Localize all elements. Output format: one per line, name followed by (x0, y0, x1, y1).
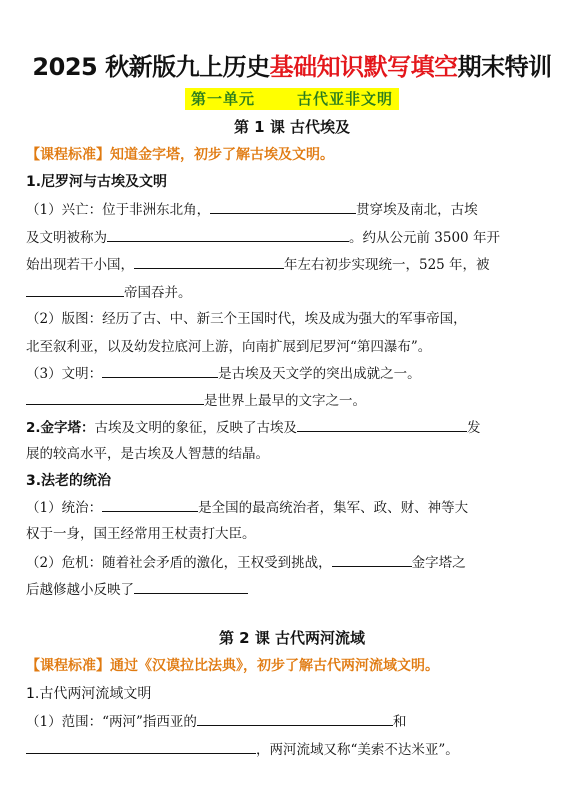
lesson-1-s1-line-1 (26, 199, 478, 220)
text-segment: 。约从公元前 3500 年开 (349, 230, 500, 246)
lesson-1-s1-line-7 (26, 363, 421, 384)
lesson-1-standard: 【课程标准】知道金字塔，初步了解古埃及文明。 (26, 147, 334, 163)
lesson-1-s2-line-2: 展的较高水平，是古埃及人智慧的结晶。 (26, 446, 269, 462)
fill-blank[interactable] (134, 254, 284, 269)
lesson-1-title: 第 1 课 古代埃及 (233, 118, 351, 136)
fill-blank[interactable] (26, 282, 124, 297)
lesson-2-section-1-heading: 1.古代两河流域文明 (26, 686, 152, 702)
text-segment: （1）兴亡：位于非洲东北角， (26, 202, 211, 218)
fill-blank[interactable] (197, 711, 393, 726)
text-segment: 金字塔之 (411, 555, 466, 571)
lesson-1-s3-line-3 (26, 552, 466, 573)
text-segment: ，两河流域又称“美索不达米亚”。 (256, 742, 459, 758)
text-segment: 贯穿埃及南北，古埃 (356, 202, 478, 218)
text-segment: 是世界上最早的文字之一。 (204, 393, 366, 409)
unit-banner (0, 88, 584, 110)
lesson-1-s3-line-4 (26, 579, 248, 600)
fill-blank[interactable] (210, 199, 356, 214)
text-segment: 是古埃及天文学的突出成就之一。 (218, 366, 421, 382)
lesson-1-section-2 (26, 417, 481, 438)
lesson-1-s1-line-6: 北至叙利亚，以及幼发拉底河上游，向南扩展到尼罗河“第四瀑布”。 (26, 339, 432, 355)
text-segment: 年左右初步实现统一，525 年，被 (284, 257, 490, 273)
text-segment: （3）文明： (26, 366, 103, 382)
fill-blank[interactable] (26, 390, 204, 405)
fill-blank[interactable] (102, 363, 218, 378)
lesson-1-s3-line-1 (26, 497, 468, 518)
text-segment: 和 (392, 714, 407, 730)
lesson-1-s1-line-4 (26, 282, 192, 303)
fill-blank[interactable] (332, 552, 412, 567)
lesson-2-s1-line-2 (26, 739, 459, 760)
unit-label-box (185, 88, 399, 110)
text-segment: （2）危机：随着社会矛盾的激化，王权受到挑战， (26, 555, 332, 571)
lesson-2-title: 第 2 课 古代两河流域 (218, 629, 366, 647)
lesson-1-s1-line-2 (26, 227, 500, 248)
title-part-1: 2025 秋新版九上历史 (32, 53, 270, 81)
text-segment: （1）范围：“两河”指西亚的 (26, 714, 197, 730)
unit-name: 古代亚非文明 (297, 90, 394, 108)
lesson-1-section-1-heading: 1.尼罗河与古埃及文明 (26, 174, 168, 190)
text-segment: 后越修越小反映了 (26, 582, 134, 598)
text-segment: 发 (467, 420, 481, 436)
text-segment: 及文明被称为 (26, 230, 107, 246)
lesson-1-s3-line-2: 权于一身，国王经常用王杖责打大臣。 (26, 526, 256, 542)
fill-blank[interactable] (26, 739, 256, 754)
lesson-2-s1-line-1 (26, 711, 406, 732)
lesson-1-s1-line-5: （2）版图：经历了古、中、新三个王国时代，埃及成为强大的军事帝国， (26, 311, 467, 327)
fill-blank[interactable] (107, 227, 349, 242)
text-segment: 始出现若干小国， (26, 257, 134, 273)
text-segment: 古埃及文明的象征，反映了古埃及 (94, 420, 298, 436)
page-title (0, 52, 584, 82)
lesson-1-s1-line-3 (26, 254, 490, 275)
fill-blank[interactable] (297, 417, 467, 432)
lesson-1-section-2-heading: 2.金字塔： (26, 420, 95, 436)
lesson-2-standard: 【课程标准】通过《汉谟拉比法典》，初步了解古代两河流域文明。 (26, 658, 439, 674)
lesson-1-s1-line-8 (26, 390, 366, 411)
title-part-3: 期末特训 (457, 53, 552, 81)
text-segment: （1）统治： (26, 500, 103, 516)
fill-blank[interactable] (102, 497, 198, 512)
fill-blank[interactable] (134, 579, 248, 594)
text-segment: 帝国吞并。 (124, 285, 192, 301)
lesson-1-section-3-heading: 3.法老的统治 (26, 473, 112, 489)
text-segment: 是全国的最高统治者，集军、政、财、神等大 (198, 500, 469, 516)
unit-label: 第一单元 (190, 90, 255, 108)
title-part-2-highlight: 基础知识默写填空 (269, 53, 458, 81)
